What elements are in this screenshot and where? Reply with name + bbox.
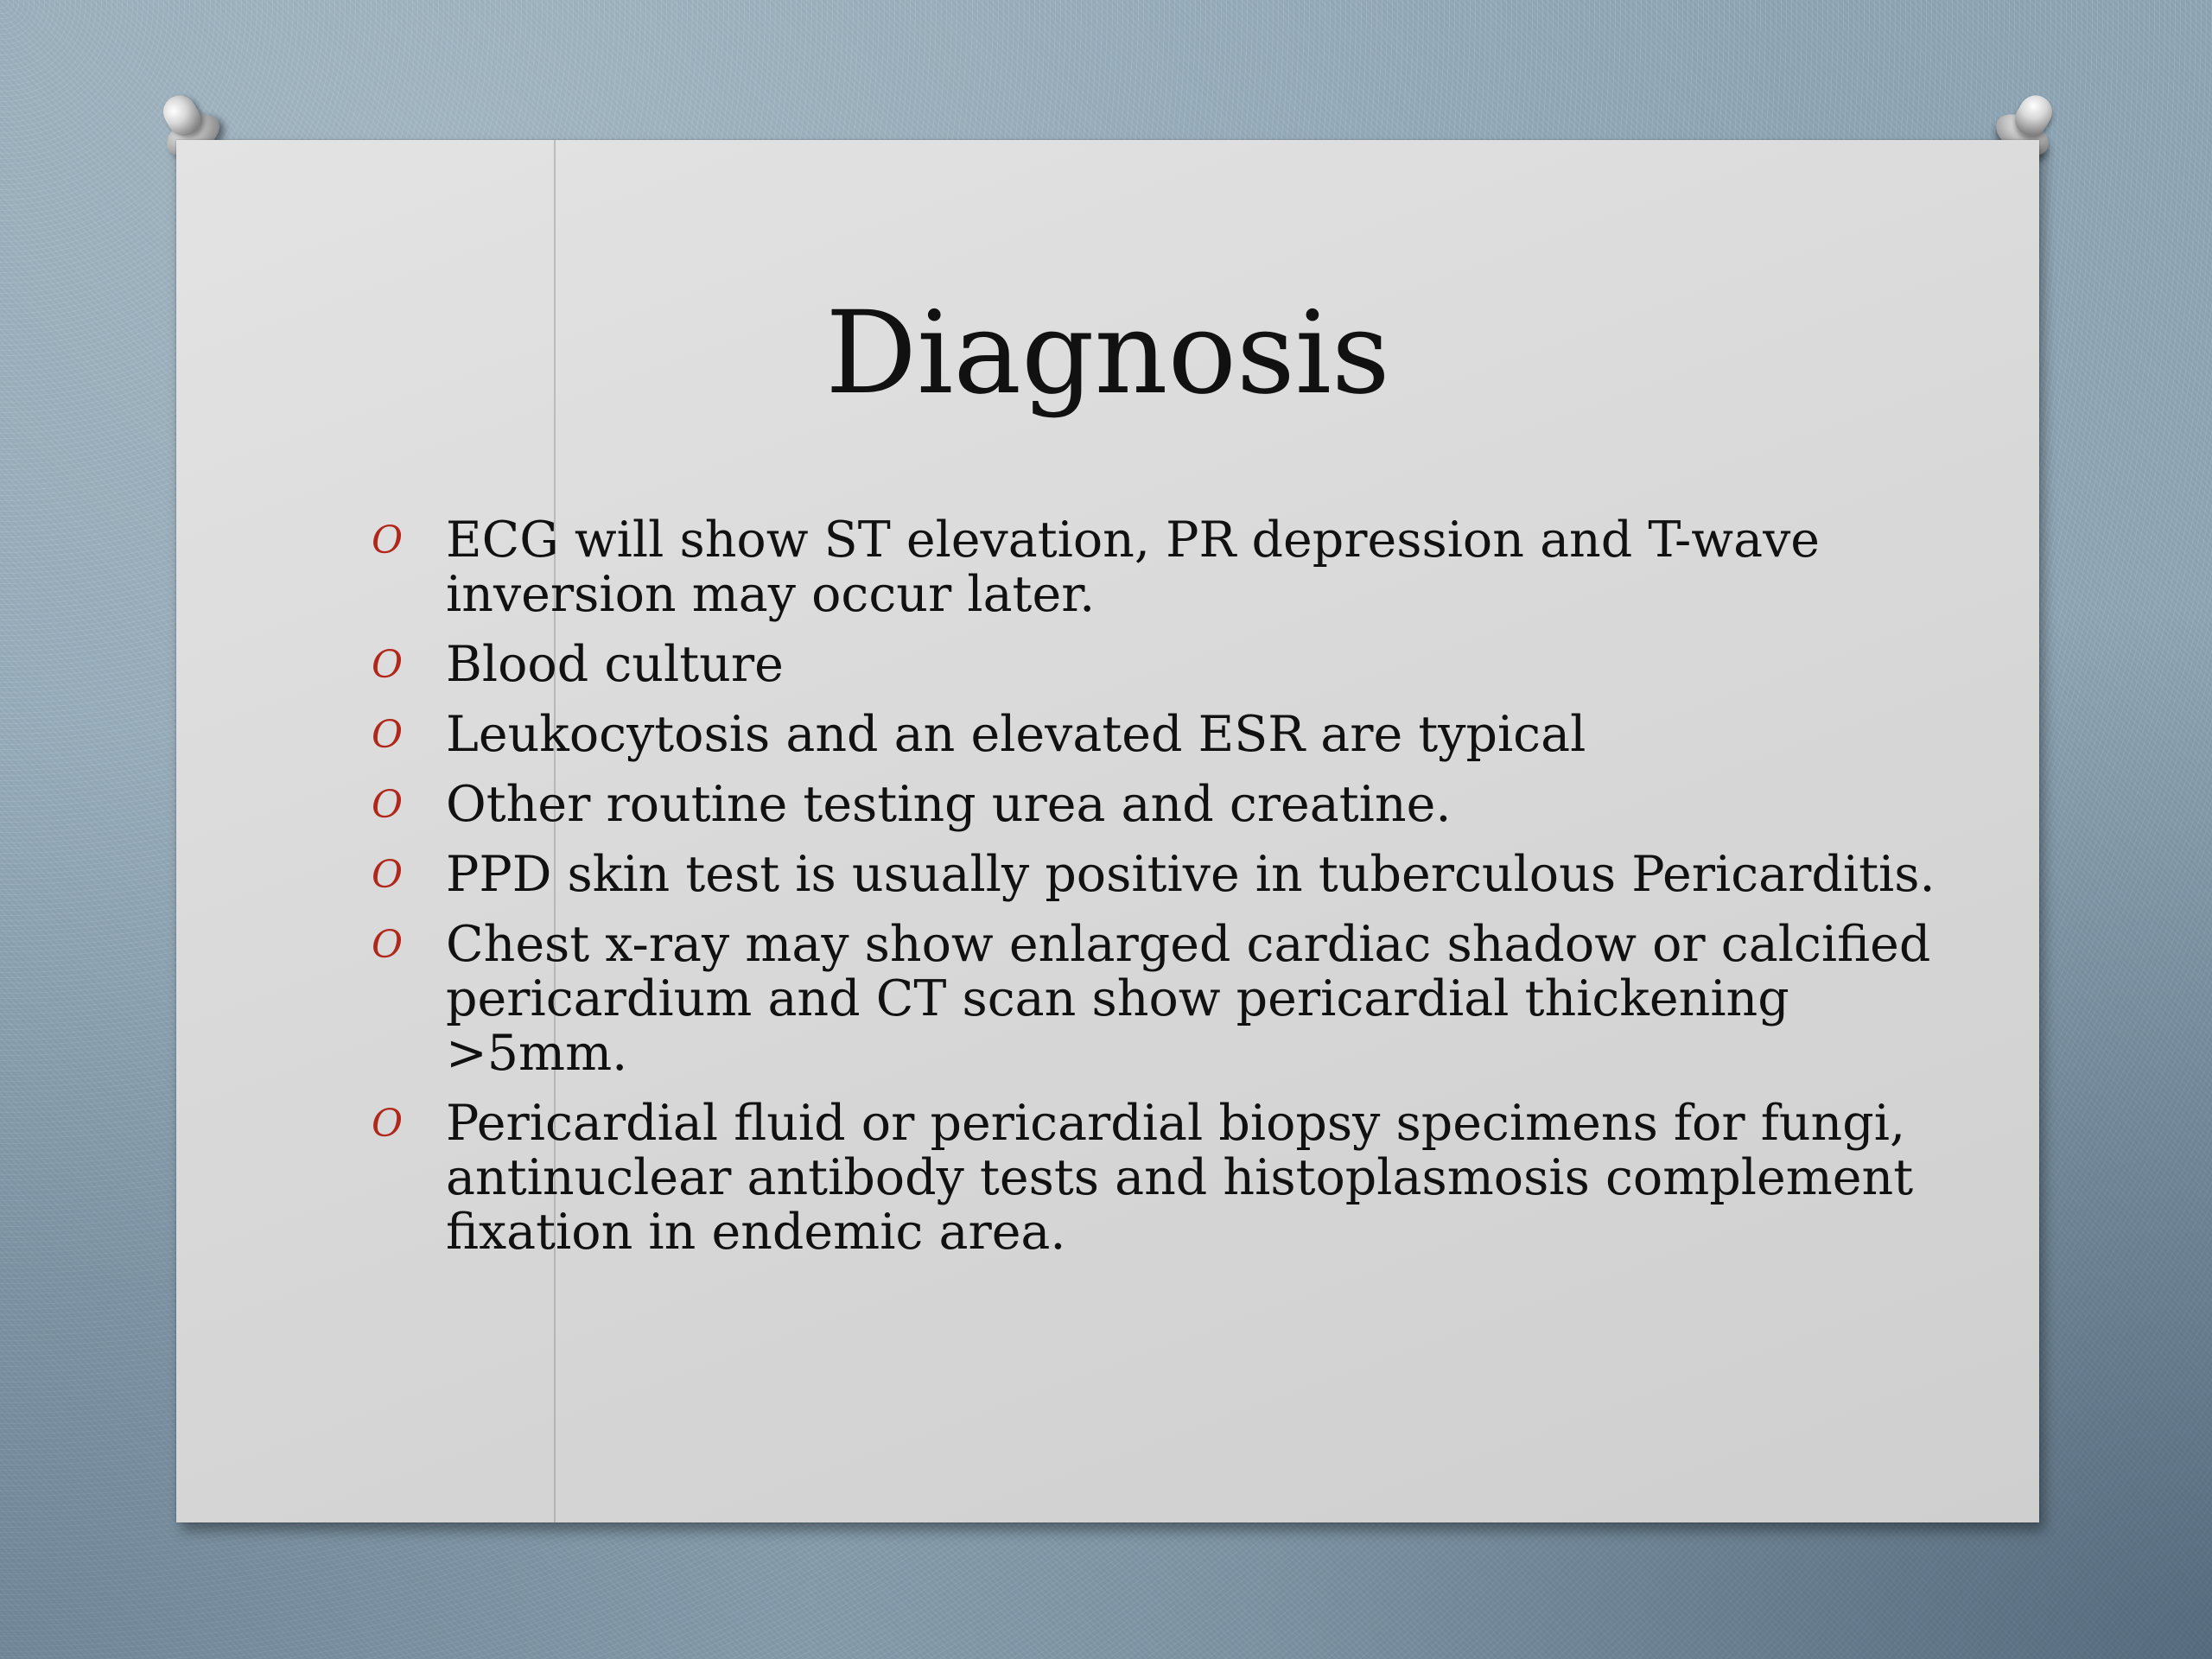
o-bullet-icon: O [372, 783, 404, 827]
bullet-text: PPD skin test is usually positive in tuberculous Pericarditis. [446, 846, 1936, 903]
list-item [372, 1096, 1961, 1260]
bullet-list [372, 513, 1961, 1275]
bullet-text: Leukocytosis and an elevated ESR are typical [446, 706, 1586, 763]
o-bullet-icon: O [372, 518, 404, 563]
o-bullet-icon: O [372, 853, 404, 897]
bullet-text: Blood culture [446, 636, 784, 693]
list-item [372, 708, 1961, 762]
o-bullet-icon: O [372, 643, 404, 687]
list-item [372, 848, 1961, 902]
bullet-text: Pericardial fluid or pericardial biopsy specimens for fungi, antinuclear antibody tests and histoplasmosis complement fixation in endemic area. [446, 1095, 1914, 1261]
o-bullet-icon: O [372, 923, 404, 967]
list-item [372, 778, 1961, 832]
list-item [372, 918, 1961, 1081]
list-item [372, 513, 1961, 622]
bullet-text: Other routine testing urea and creatine. [446, 776, 1452, 833]
o-bullet-icon: O [372, 1102, 404, 1146]
o-bullet-icon: O [372, 713, 404, 757]
slide-paper [176, 140, 2039, 1522]
slide-title: Diagnosis [825, 287, 1390, 420]
bullet-text: Chest x-ray may show enlarged cardiac shadow or calcified pericardium and CT scan show pericardial thickening >5mm. [446, 916, 1931, 1082]
list-item [372, 638, 1961, 692]
bullet-text: ECG will show ST elevation, PR depression and T-wave inversion may occur later. [446, 512, 1821, 623]
